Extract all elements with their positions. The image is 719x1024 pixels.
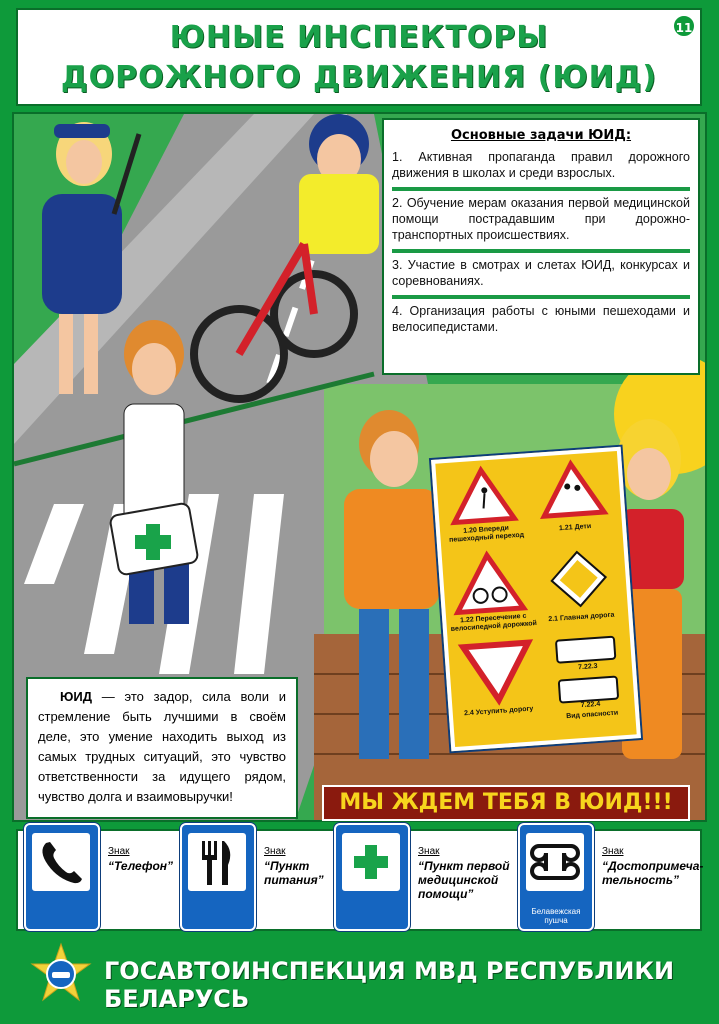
main-road-sign-icon xyxy=(550,550,608,608)
board-label-1-20: 1.20 Впереди пешеходный переход xyxy=(448,524,525,544)
sign-name-food: “Пункт питания” xyxy=(264,859,324,887)
page-number: 11 xyxy=(672,14,696,38)
title-box xyxy=(16,8,702,106)
task-item-3: 3. Участие в смотрах и слетах ЮИД, конкурсах и соревнованиях. xyxy=(392,258,690,288)
plate-7-22-3-icon xyxy=(556,637,615,663)
task-item-1: 1. Активная пропаганда правил дорожного движения в школах и среди взрослых. xyxy=(392,150,690,180)
board-label-1-22: 1.22 Пересечение с велосипедной дорожкой xyxy=(450,612,538,634)
sign-name-attraction: “Достопримеча-тельность” xyxy=(602,859,704,887)
sign-name-first-aid: “Пункт первой медицинской помощи” xyxy=(418,859,510,901)
board-label-danger-type: Вид опасности xyxy=(565,709,619,721)
fork-knife-icon xyxy=(188,833,246,891)
task-separator xyxy=(392,187,690,191)
footer-title: ГОСАВТОИНСПЕКЦИЯ МВД РЕСПУБЛИКИ БЕЛАРУСЬ xyxy=(104,957,675,1013)
sign-znak-label: Знак xyxy=(418,846,440,857)
task-item-2: 2. Обучение мерам оказания первой медицинской помощи пострадавшим при дорожно-транспортных происшествиях. xyxy=(392,196,690,242)
invitation-banner: МЫ ЖДЕМ ТЕБЯ В ЮИД!!! xyxy=(322,785,690,821)
sign-name-telephone: “Телефон” xyxy=(108,859,174,873)
tasks-heading: Основные задачи ЮИД: xyxy=(450,128,632,143)
plate-7-22-4-icon xyxy=(559,677,618,703)
task-separator xyxy=(392,295,690,299)
bicycle-crossing-sign-icon xyxy=(454,553,524,612)
service-signs-row xyxy=(16,829,702,931)
quote-lead: ЮИД xyxy=(60,689,93,704)
board-label-7-22-4: 7.22.4 xyxy=(580,700,601,710)
board-label-2-1: 2.1 Главная дорога xyxy=(548,611,615,624)
tasks-panel xyxy=(382,118,700,375)
sign-plate-subtitle: Белавежская пушча xyxy=(531,907,581,925)
cross-icon xyxy=(342,833,400,891)
attraction-icon xyxy=(526,833,584,891)
title-line-2: ДОРОЖНОГО ДВИЖЕНИЯ (ЮИД) xyxy=(60,60,658,95)
sign-znak-label: Знак xyxy=(602,846,624,857)
children-sign-icon xyxy=(541,462,604,516)
quote-text: — это задор, сила воли и стремление быть лучшими в своём деле, это умение находить выход из самых трудных ситуаций, это чувство ответственности за идущего рядом, чувство долга и взаимовыручки! xyxy=(38,689,286,804)
phone-icon xyxy=(32,833,90,891)
sign-znak-label: Знак xyxy=(264,846,286,857)
sign-znak-label: Знак xyxy=(108,846,130,857)
gai-emblem-icon xyxy=(30,942,92,1004)
board-label-2-4: 2.4 Уступить дорогу xyxy=(463,705,534,718)
board-label-1-21: 1.21 Дети xyxy=(558,522,592,533)
road-signs-board xyxy=(431,447,641,752)
title-line-1: ЮНЫЕ ИНСПЕКТОРЫ xyxy=(169,20,549,55)
yield-sign-icon xyxy=(463,643,532,702)
yuid-quote-box xyxy=(26,677,298,819)
task-item-4: 4. Организация работы с юными пешеходами и велосипедистами. xyxy=(392,304,690,334)
board-label-7-22-3: 7.22.3 xyxy=(577,662,598,672)
pedestrian-crossing-ahead-sign-icon xyxy=(451,468,514,522)
task-separator xyxy=(392,249,690,253)
